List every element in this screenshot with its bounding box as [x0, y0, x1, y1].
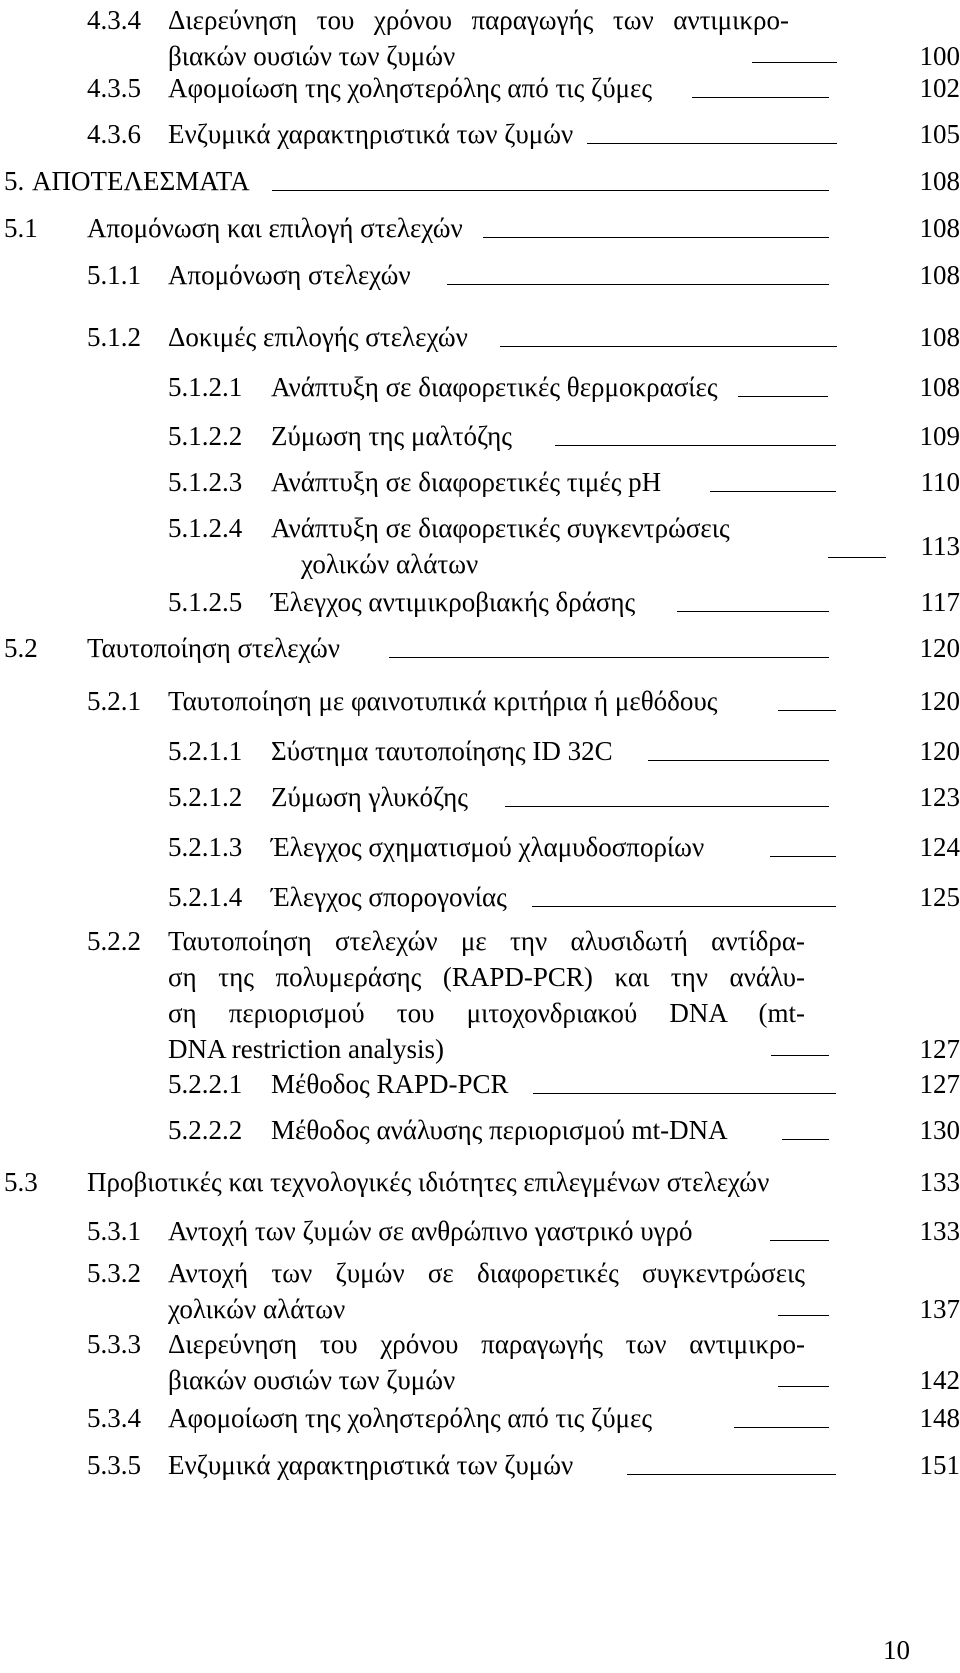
toc-entry-title: Ανάπτυξη σε διαφορετικές τιμές pH: [271, 467, 662, 497]
toc-leader-line: [389, 657, 829, 658]
toc-entry-title: Αφομοίωση της χοληστερόλης από τις ζύμες: [168, 73, 653, 103]
toc-entry-number: 4.3.5: [87, 73, 141, 103]
toc-entry-page: 123: [919, 782, 960, 812]
toc-leader-line: [770, 856, 836, 857]
toc-entry-4-3-5: [0, 70, 960, 106]
toc-entry-5-3-2: [0, 1255, 960, 1327]
toc-entry-5-1-2-3: [0, 464, 960, 500]
toc-leader-line: [734, 1427, 829, 1428]
toc-entry-page: 102: [919, 73, 960, 103]
toc-entry-number: 5.2.2.2: [168, 1115, 243, 1145]
toc-leader-line: [782, 1139, 829, 1140]
toc-entry-page: 151: [919, 1450, 960, 1480]
toc-entry-5-1-2-5: [0, 584, 960, 620]
toc-entry-number: 5.3.1: [87, 1216, 141, 1246]
toc-entry-number: 5.3.5: [87, 1450, 141, 1480]
toc-entry-5-3-3: [0, 1326, 960, 1398]
toc-entry-title-continued: χολικών αλάτων: [168, 1294, 346, 1324]
toc-entry-number: 5.2.1.2: [168, 782, 243, 812]
toc-entry-5-2-2-2: [0, 1112, 960, 1148]
toc-entry-page: 120: [919, 736, 960, 766]
toc-entry-title: Ενζυμικά χαρακτηριστικά των ζυμών: [168, 119, 574, 149]
toc-entry-title: Μέθοδος RAPD-PCR: [271, 1069, 509, 1099]
toc-leader-line: [500, 346, 837, 347]
toc-leader-line: [738, 396, 828, 397]
toc-entry-title: Αντοχή των ζυμών σε διαφορετικές συγκεντρώσεις: [168, 1258, 805, 1288]
toc-entry-title-continued: βιακών ουσιών των ζυμών: [168, 1365, 456, 1395]
toc-entry-5: [0, 163, 960, 199]
toc-leader-line: [692, 97, 829, 98]
toc-entry-title-continued: χολικών αλάτων: [301, 549, 479, 579]
toc-entry-5-2-1-2: [0, 779, 960, 815]
toc-entry-title: Προβιοτικές και τεχνολογικές ιδιότητες επιλεγμένων στελεχών: [87, 1167, 770, 1197]
toc-leader-line: [532, 906, 836, 907]
toc-entry-number: 5.1.2.4: [168, 513, 243, 543]
toc-entry-5-2-2-1: [0, 1066, 960, 1102]
toc-leader-line: [828, 557, 886, 558]
toc-entry-title-continued: ση της πολυμεράσης (RAPD-PCR) και την ανάλυ-: [168, 962, 805, 992]
toc-entry-title: Ζύμωση της μαλτόζης: [271, 421, 512, 451]
toc-entry-page: 113: [920, 531, 960, 561]
toc-entry-page: 142: [919, 1365, 960, 1395]
toc-entry-number: 5.: [4, 166, 25, 196]
toc-entry-page: 127: [919, 1034, 960, 1064]
toc-entry-page: 137: [919, 1294, 960, 1324]
toc-entry-number: 5.2.1: [87, 686, 141, 716]
toc-entry-title: Έλεγχος αντιμικροβιακής δράσης: [271, 587, 636, 617]
toc-leader-line: [555, 445, 836, 446]
toc-leader-line: [677, 611, 829, 612]
toc-entry-page: 120: [919, 633, 960, 663]
toc-leader-line: [778, 710, 836, 711]
toc-entry-5-1-2-2: [0, 418, 960, 454]
toc-entry-title-continued: βιακών ουσιών των ζυμών: [168, 41, 456, 71]
toc-entry-number: 5.2.2: [87, 926, 141, 956]
toc-entry-number: 5.2.2.1: [168, 1069, 243, 1099]
toc-entry-title: Ανάπτυξη σε διαφορετικές θερμοκρασίες: [271, 372, 718, 402]
toc-entry-number: 5.1.2.1: [168, 372, 243, 402]
toc-entry-5-1-2-4: [0, 510, 960, 582]
toc-entry-4-3-6: [0, 116, 960, 152]
toc-entry-number: 5.1.2.3: [168, 467, 243, 497]
toc-entry-title-continued: DNA restriction analysis): [168, 1034, 444, 1064]
toc-leader-line: [710, 491, 836, 492]
toc-entry-page: 108: [919, 372, 960, 402]
toc-entry-page: 108: [919, 260, 960, 290]
toc-leader-line: [587, 143, 837, 144]
toc-entry-title: Μέθοδος ανάλυσης περιορισμού mt-DNA: [271, 1115, 728, 1145]
toc-entry-page: 108: [919, 166, 960, 196]
toc-entry-5-1: [0, 210, 960, 246]
toc-leader-line: [770, 1240, 829, 1241]
toc-entry-5-3-1: [0, 1213, 960, 1249]
toc-leader-line: [752, 62, 837, 63]
toc-entry-number: 5.2.1.3: [168, 832, 243, 862]
toc-leader-line: [483, 237, 829, 238]
toc-entry-5-2: [0, 630, 960, 666]
toc-entry-page: 130: [919, 1115, 960, 1145]
toc-entry-title: Ενζυμικά χαρακτηριστικά των ζυμών: [168, 1450, 574, 1480]
toc-entry-number: 4.3.4: [87, 5, 141, 35]
toc-entry-page: 108: [919, 322, 960, 352]
toc-entry-5-2-1: [0, 683, 960, 719]
toc-entry-title: Σύστημα ταυτοποίησης ID 32C: [271, 736, 613, 766]
toc-entry-number: 5.1.2.2: [168, 421, 243, 451]
toc-entry-title: Απομόνωση και επιλογή στελεχών: [87, 213, 463, 243]
toc-entry-title: Ταυτοποίηση στελεχών: [87, 633, 340, 663]
toc-entry-title: Έλεγχος σπορογονίας: [271, 882, 507, 912]
toc-entry-page: 100: [919, 41, 960, 71]
toc-entry-number: 5.3.4: [87, 1403, 141, 1433]
toc-leader-line: [771, 1055, 829, 1056]
toc-entry-number: 5.2.1.4: [168, 882, 243, 912]
toc-leader-line: [272, 190, 829, 191]
toc-leader-line: [533, 1093, 836, 1094]
toc-entry-number: 5.1.2.5: [168, 587, 243, 617]
toc-entry-4-3-4: [0, 2, 960, 74]
toc-entry-5-2-2: [0, 923, 960, 1067]
toc-entry-page: 110: [920, 467, 960, 497]
toc-entry-number: 5.1: [4, 213, 38, 243]
toc-entry-page: 120: [919, 686, 960, 716]
toc-leader-line: [505, 806, 829, 807]
toc-entry-page: 148: [919, 1403, 960, 1433]
toc-entry-title: Έλεγχος σχηματισμού χλαμυδοσπορίων: [271, 832, 705, 862]
page-number: 10: [883, 1635, 910, 1665]
toc-entry-page: 117: [920, 587, 960, 617]
toc-entry-title: Απομόνωση στελεχών: [168, 260, 411, 290]
toc-entry-5-1-2-1: [0, 369, 960, 405]
toc-entry-5-2-1-3: [0, 829, 960, 865]
toc-entry-number: 5.2.1.1: [168, 736, 243, 766]
toc-entry-title: ΑΠΟΤΕΛΕΣΜΑΤΑ: [32, 166, 250, 196]
toc-entry-5-3-5: [0, 1447, 960, 1483]
toc-entry-page: 109: [919, 421, 960, 451]
toc-entry-number: 5.1.2: [87, 322, 141, 352]
toc-entry-page: 124: [919, 832, 960, 862]
toc-leader-line: [447, 284, 829, 285]
toc-entry-5-1-1: [0, 257, 960, 293]
toc-entry-number: 5.3.3: [87, 1329, 141, 1359]
toc-entry-page: 133: [919, 1216, 960, 1246]
toc-entry-5-2-1-1: [0, 733, 960, 769]
toc-entry-page: 133: [919, 1167, 960, 1197]
toc-entry-title: Αφομοίωση της χοληστερόλης από τις ζύμες: [168, 1403, 653, 1433]
toc-entry-page: 108: [919, 213, 960, 243]
toc-entry-number: 4.3.6: [87, 119, 141, 149]
toc-entry-title: Δοκιμές επιλογής στελεχών: [168, 322, 468, 352]
toc-entry-page: 125: [919, 882, 960, 912]
toc-entry-title: Διερεύνηση του χρόνου παραγωγής των αντιμικρο-: [168, 5, 789, 35]
toc-entry-page: 105: [919, 119, 960, 149]
toc-entry-number: 5.1.1: [87, 260, 141, 290]
toc-leader-line: [648, 760, 829, 761]
toc-leader-line: [778, 1386, 829, 1387]
toc-entry-title-continued: ση περιορισμού του μιτοχονδριακού DNA (mt-: [168, 998, 805, 1028]
toc-entry-title: Διερεύνηση του χρόνου παραγωγής των αντιμικρο-: [168, 1329, 805, 1359]
toc-entry-page: 127: [919, 1069, 960, 1099]
toc-entry-title: Ζύμωση γλυκόζης: [271, 782, 468, 812]
toc-entry-title: Ανάπτυξη σε διαφορετικές συγκεντρώσεις: [271, 513, 730, 543]
toc-entry-title: Ταυτοποίηση με φαινοτυπικά κριτήρια ή μεθόδους: [168, 686, 718, 716]
toc-entry-title: Ταυτοποίηση στελεχών με την αλυσιδωτή αντίδρα-: [168, 926, 805, 956]
toc-entry-number: 5.2: [4, 633, 38, 663]
toc-leader-line: [778, 1315, 829, 1316]
toc-entry-number: 5.3: [4, 1167, 38, 1197]
toc-entry-5-3-4: [0, 1400, 960, 1436]
toc-entry-5-2-1-4: [0, 879, 960, 915]
toc-entry-5-3: [0, 1164, 960, 1200]
toc-entry-5-1-2: [0, 319, 960, 355]
toc-entry-title: Αντοχή των ζυμών σε ανθρώπινο γαστρικό υγρό: [168, 1216, 693, 1246]
toc-entry-number: 5.3.2: [87, 1258, 141, 1288]
toc-leader-line: [627, 1474, 836, 1475]
